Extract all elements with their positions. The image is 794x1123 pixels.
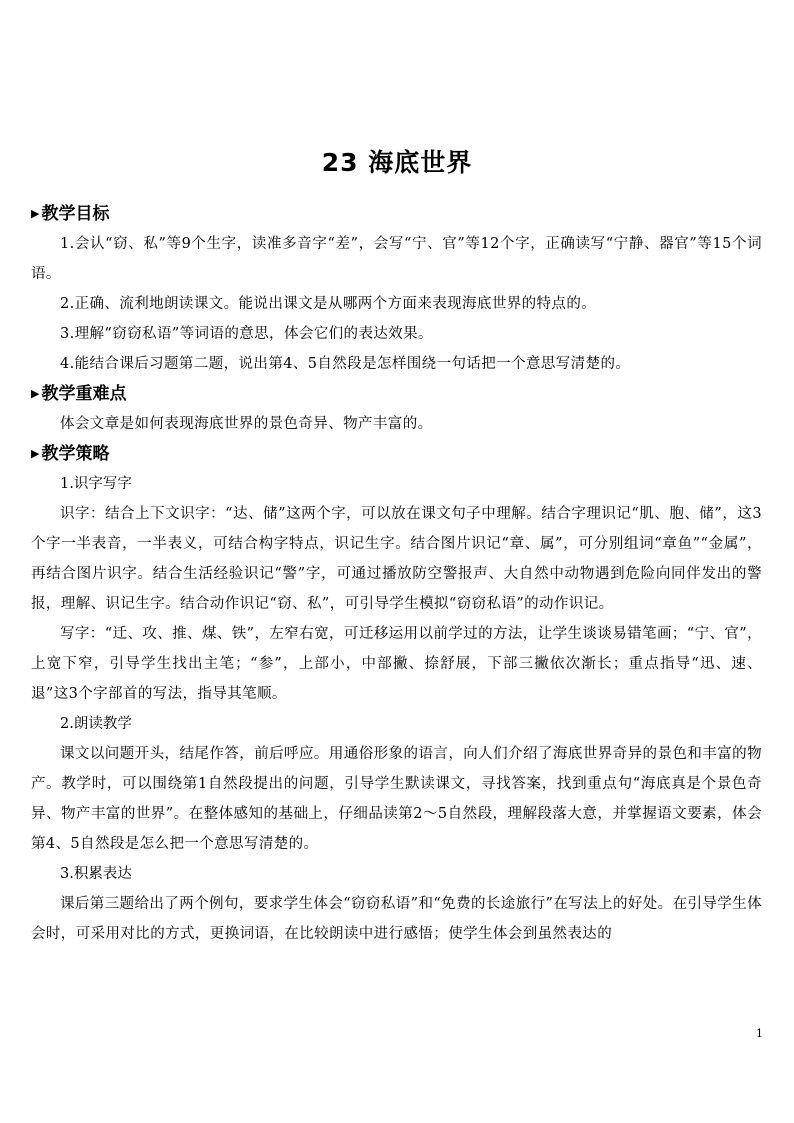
paragraph-literacy: 识字：结合上下文识字：“达、储”这两个字，可以放在课文句子中理解。结合字理识记“肌、胞、储”，这3个字一半表音，一半表义，可结合构字特点，识记生字。结合图片识记“章、属”，可分别组词“章鱼”“金属”，再结合图片识字。结合生活经验识记“警”字，可通过播放防空警报声、大自然中动物遇到危险向同伴发出的警报，理解、识记生字。结合动作识记“窃、私”，可引导学生模拟“窃窃私语”的动作识记。 bbox=[31, 506, 762, 612]
section-heading-strategy: ▶ 教学策略 bbox=[31, 444, 110, 464]
goal-item: 1.会认“窃、私”等9个生字，读准多音字“差”，会写“宁、官”等12个字，正确读写“宁静、器官”等15个词语。 bbox=[31, 236, 762, 282]
paragraph-writing: 写字：“迁、攻、推、煤、铁”，左窄右宽，可迁移运用以前学过的方法，让学生谈谈易错笔画；“宁、官”，上宽下窄，引导学生找出主笔；“参”，上部小，中部撇、捺舒展，下部三撇依次渐长；重点指导“迅、速、退”这3个字部首的写法，指导其笔顺。 bbox=[31, 626, 762, 702]
subheading-literacy: 1.识字写字 bbox=[60, 476, 132, 492]
paragraph-expression: 课后第三题给出了两个例句，要求学生体会“窃窃私语”和“免费的长途旅行”在写法上的好处。在引导学生体会时，可采用对比的方式，更换词语，在比较朗读中进行感悟；使学生体会到虽然表达的 bbox=[31, 896, 762, 942]
goal-item: 4.能结合课后习题第二题，说出第4、5自然段是怎样围绕一句话把一个意思写清楚的。 bbox=[60, 356, 631, 372]
triangle-bullet-icon: ▶ bbox=[31, 447, 40, 460]
paragraph-reading: 课文以问题开头，结尾作答，前后呼应。用通俗形象的语言，向人们介绍了海底世界奇异的景色和丰富的物产。教学时，可以围绕第1自然段提出的问题，引导学生默读课文，寻找答案，找到重点句“海底真是个景色奇异、物产丰富的世界”。在整体感知的基础上，仔细品读第2～5自然段，理解段落大意，并掌握语文要素，体会第4、5自然段是怎么把一个意思写清楚的。 bbox=[31, 746, 762, 852]
page-number: 1 bbox=[756, 1027, 763, 1040]
page-title: 23 海底世界 bbox=[321, 148, 473, 177]
subheading-expression: 3.积累表达 bbox=[60, 866, 132, 882]
keypoints-text: 体会文章是如何表现海底世界的景色奇异、物产丰富的。 bbox=[60, 416, 433, 432]
triangle-bullet-icon: ▶ bbox=[31, 207, 40, 220]
triangle-bullet-icon: ▶ bbox=[31, 387, 40, 400]
goal-item: 2.正确、流利地朗读课文。能说出课文是从哪两个方面来表现海底世界的特点的。 bbox=[60, 296, 597, 312]
document-body bbox=[31, 199, 762, 949]
section-heading-keypoints: ▶ 教学重难点 bbox=[31, 384, 127, 404]
section-heading-goals: ▶ 教学目标 bbox=[31, 204, 110, 224]
goal-item: 3.理解“窃窃私语”等词语的意思，体会它们的表达效果。 bbox=[60, 326, 433, 342]
subheading-reading: 2.朗读教学 bbox=[60, 716, 132, 732]
